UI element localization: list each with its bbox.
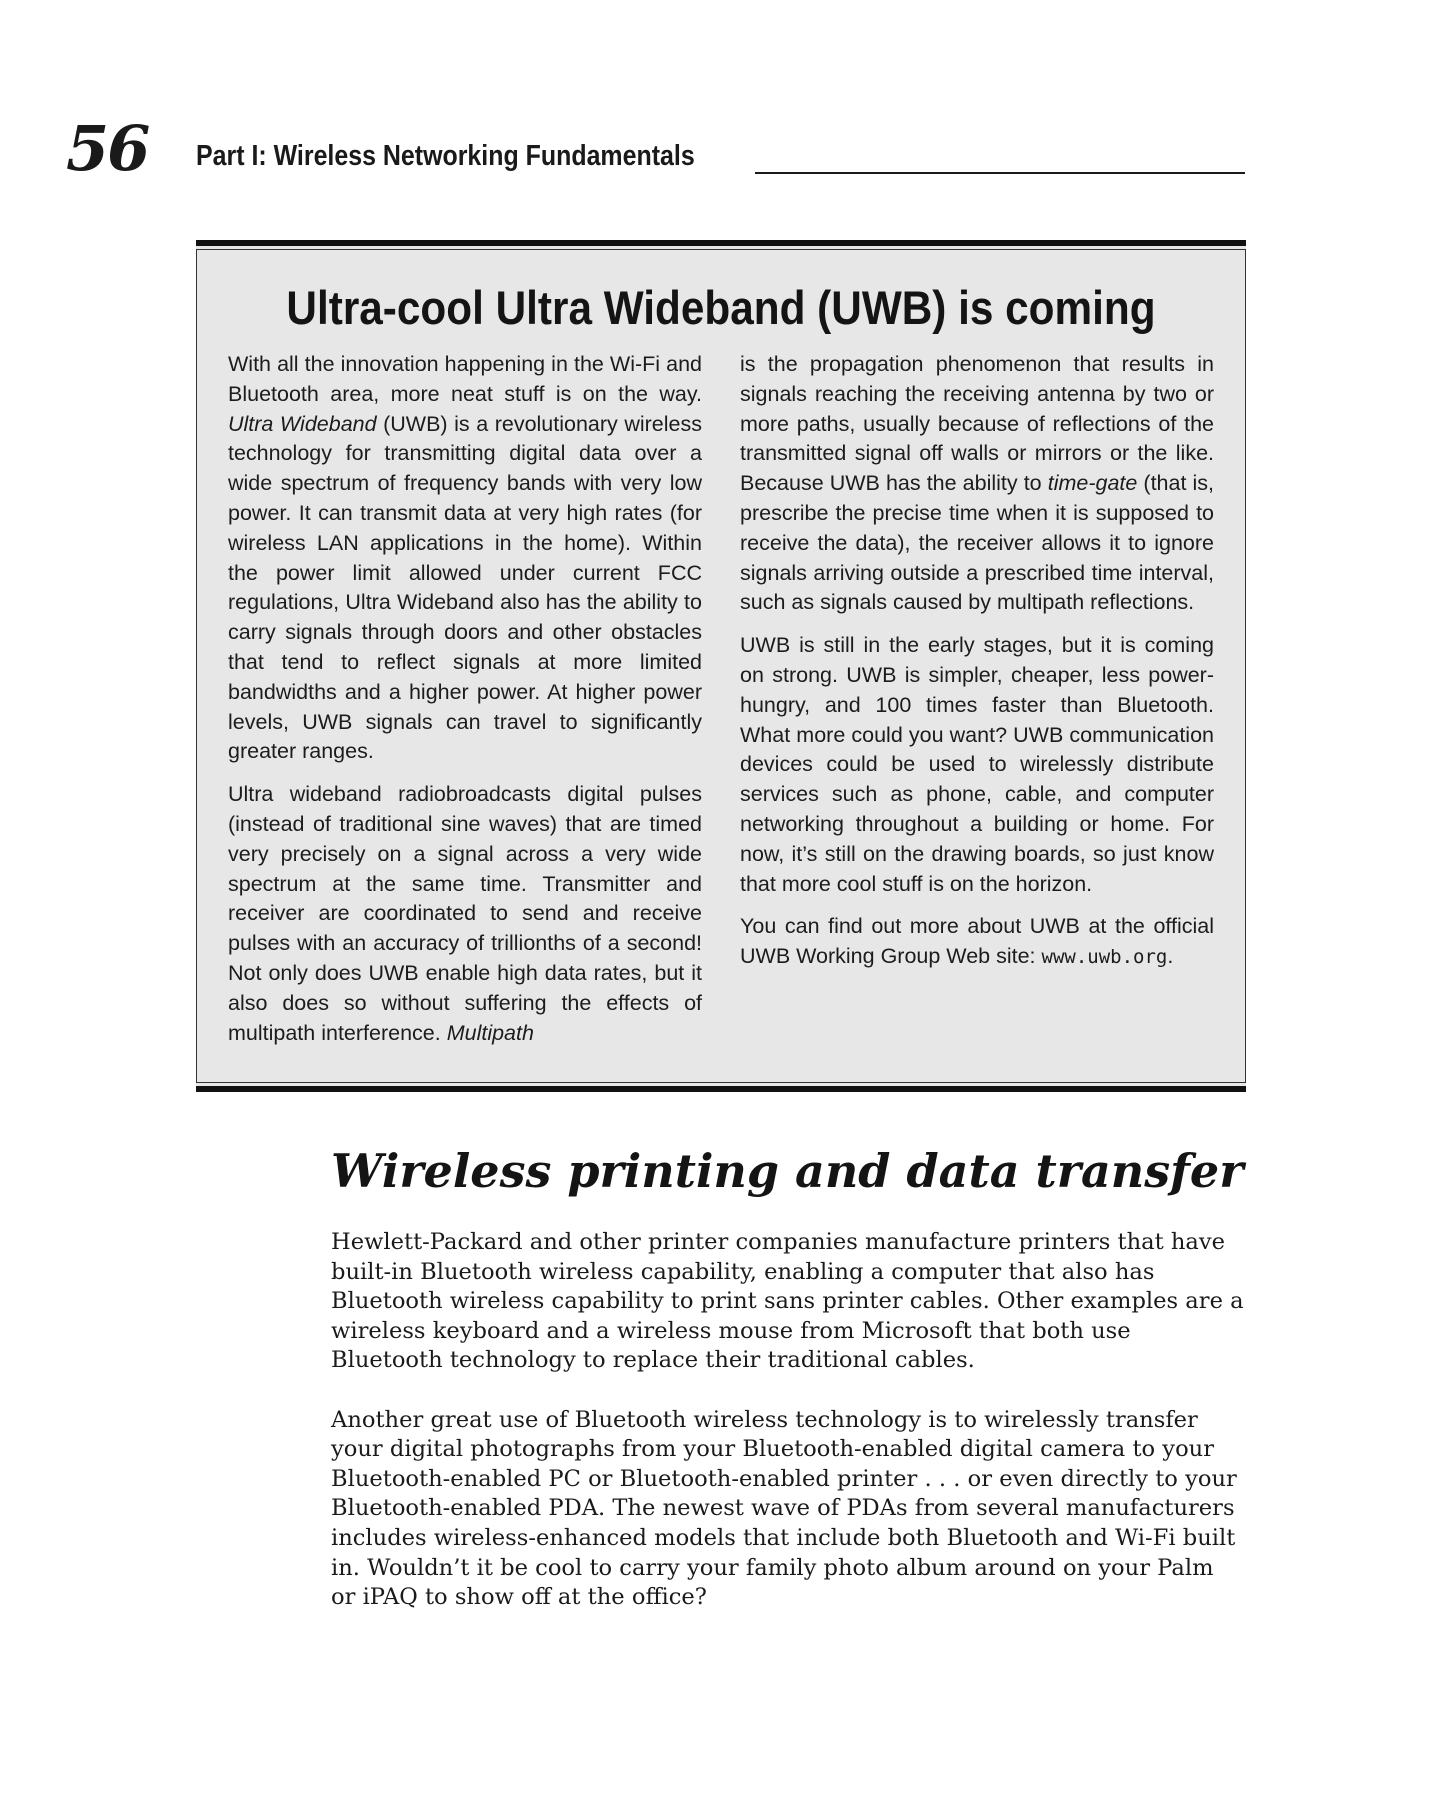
sidebar-paragraph-3: UWB is still in the early stages, but it is coming on strong. UWB is simpler, cheaper, less power-hungry, and 100 times faster than Bluetooth. What more could you want? UWB communication devices could be used to wirelessly distribute services such as phone, cable, and computer networking throughout a building or home. For now, it’s still on the drawing boards, so just know that more cool stuff is on the horizon.: [740, 633, 1214, 896]
sidebar-columns: [228, 350, 1214, 1061]
sidebar-p2-text-a: Ultra wideband radiobroadcasts digital pulses (instead of traditional sine waves) that are timed very precisely on a signal across a very wide spectrum at the same time. Transmitter and receiver are coordinated to send and receive pulses with an accuracy of trillionths of a second! Not only does UWB enable high data rates, but it also does so without suffering the effects of multipath interference.: [228, 782, 702, 1045]
body-paragraph-2: Another great use of Bluetooth wireless technology is to wirelessly transfer your digital photographs from your Bluetooth-enabled digital camera to your Bluetooth-enabled PC or Bluetooth-enabled printer . . . or even directly to your Bluetooth-enabled PDA. The newest wave of PDAs from several manufacturers includes wireless-enhanced models that include both Bluetooth and Wi-Fi built in. Wouldn’t it be cool to carry your family photo album around on your Palm or iPAQ to show off at the office?: [331, 1406, 1237, 1611]
header-rule: [755, 172, 1245, 174]
sidebar-p2-text-c: (that is, prescribe the precise time when it is supposed to receive the data), the receiver allows it to ignore signals arriving outside a prescribed time interval, such as signals caused by multipath reflections.: [740, 471, 1215, 615]
sidebar-paragraph-2-cont: [740, 350, 1214, 618]
sidebar-p2-italic-2: time-gate: [1047, 471, 1138, 496]
page-number: 56: [66, 112, 149, 185]
sidebar-title: Ultra-cool Ultra Wideband (UWB) is coming: [286, 281, 1156, 334]
sidebar-p1-italic: Ultra Wideband: [228, 411, 377, 436]
body-paragraph-1: Hewlett-Packard and other printer companies manufacture printers that have built-in Bluetooth wireless capability, enabling a computer that also has Bluetooth wireless capability to print sans printer cables. Other examples are a wireless keyboard and a wireless mouse from Microsoft that both use Bluetooth technology to replace their traditional cables.: [331, 1229, 1244, 1374]
sidebar-column-left: [228, 350, 702, 1061]
uwb-url-link[interactable]: www.uwb.org: [1041, 946, 1168, 969]
section-body: [331, 1228, 1245, 1642]
sidebar-paragraph-4: [740, 912, 1214, 973]
sidebar-box: [196, 240, 1246, 1092]
section-heading: Wireless printing and data transfer: [331, 1144, 1244, 1198]
sidebar-p1-text-b: (UWB) is a revolutionary wireless technology for transmitting digital data over a wide spectrum of frequency bands with very low power. It can transmit data at very high rates (for wireless LAN applications in the home). Within the power limit allowed under current FCC regulations, Ultra Wideband also has the ability to carry signals through doors and other obstacles that tend to reflect signals at more limited bandwidths and a higher power. At higher power levels, UWB signals can travel to significantly greater ranges.: [228, 411, 702, 764]
sidebar-p4-text-b: .: [1167, 944, 1174, 969]
sidebar-p1-text-a: With all the innovation happening in the Wi-Fi and Bluetooth area, more neat stuff is on the way.: [228, 352, 702, 406]
sidebar-column-right: [740, 350, 1214, 1061]
sidebar-paragraph-1: [228, 350, 702, 767]
running-head: Part I: Wireless Networking Fundamentals: [196, 140, 695, 172]
sidebar-p2-italic: Multipath: [446, 1020, 534, 1045]
sidebar-paragraph-2-start: [228, 780, 702, 1048]
sidebar-p4-text-a: You can find out more about UWB at the official UWB Working Group Web site:: [740, 914, 1214, 969]
sidebar-p2-text-b: is the propagation phenomenon that results in signals reaching the receiving antenna by two or more paths, usually because of reflections of the transmitted signal off walls or mirrors or the like. Because UWB has the ability to: [740, 352, 1214, 496]
